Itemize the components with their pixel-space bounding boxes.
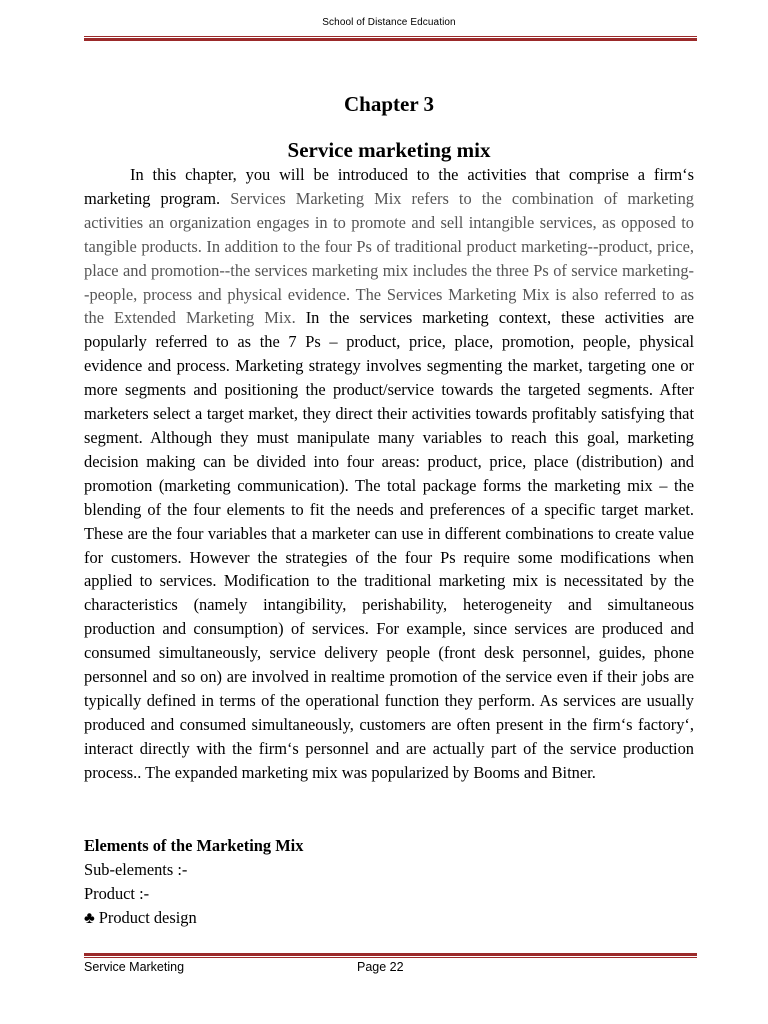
body-text-rest: In the services marketing context, these activities are popularly referred to as the 7 Ps – product, price, place, promotion, people, physical evidence and process. Marketing strategy involves segmenting the market, targeting one or more segments and positioning the product/service towards the targeted segments. After marketers select a target market, they direct their activities towards profitably satisfying that segment. Although they must manipulate many variables to reach this goal, marketing decision making can be divided into four areas: product, price, place (distribution) and promotion (marketing communication). The total package forms the marketing mix – the blending of the four elements to fit the needs and preferences of a specific target market. These are the four variables that a marketer can use in different combinations to create value for customers. However the strategies of the four Ps require some modifications when applied to services. Modification to the traditional marketing mix is necessitated by the characteristics (namely intangibility, perishability, heterogeneity and simultaneous production and consumption) of services. For example, since services are produced and consumed simultaneously, service delivery people (front desk personnel, guides, phone personnel and so on) are involved in realtime promotion of the service even if their jobs are typically defined in terms of the operational function they perform. As services are usually produced and consumed simultaneously, customers are often present in the firm‘s factory‘, interact directly with the firm‘s personnel and are actually part of the service production process.. The expanded marketing mix was popularized by Booms and Bitner. <box>84 308 694 782</box>
body-paragraph <box>84 163 694 785</box>
footer-rule-thick <box>84 953 697 956</box>
header-rule-thick <box>84 38 697 41</box>
elements-heading: Elements of the Marketing Mix <box>84 836 304 855</box>
header-rule-thin <box>84 36 697 37</box>
chapter-title: Service marketing mix <box>287 138 491 162</box>
footer-page-number: Page 22 <box>357 960 404 974</box>
chapter-label: Chapter 3 <box>343 92 435 116</box>
header-institution: School of Distance Edcuation <box>322 17 456 28</box>
bullet-item <box>84 906 197 930</box>
footer-course: Service Marketing <box>84 960 185 974</box>
club-bullet-icon: ♣ <box>84 908 95 927</box>
intro-text: In this chapter, you will be introduced to the activities that comprise a firm‘s marketing program. <box>84 165 694 208</box>
footer-rule-thin <box>84 957 697 958</box>
product-label: Product :- <box>84 884 150 903</box>
definition-text: Services Marketing Mix refers to the combination of marketing activities an organization engages in to promote and sell intangible services, as opposed to tangible products. In addition to the four Ps of traditional product marketing--product, price, place and promotion--the services marketing mix includes the three Ps of service marketing--people, process and physical evidence. The Services Marketing Mix is also referred to as the Extended Marketing Mix. <box>84 188 694 328</box>
sub-elements-label: Sub-elements :- <box>84 860 188 879</box>
bullet-item-text: Product design <box>98 908 197 927</box>
